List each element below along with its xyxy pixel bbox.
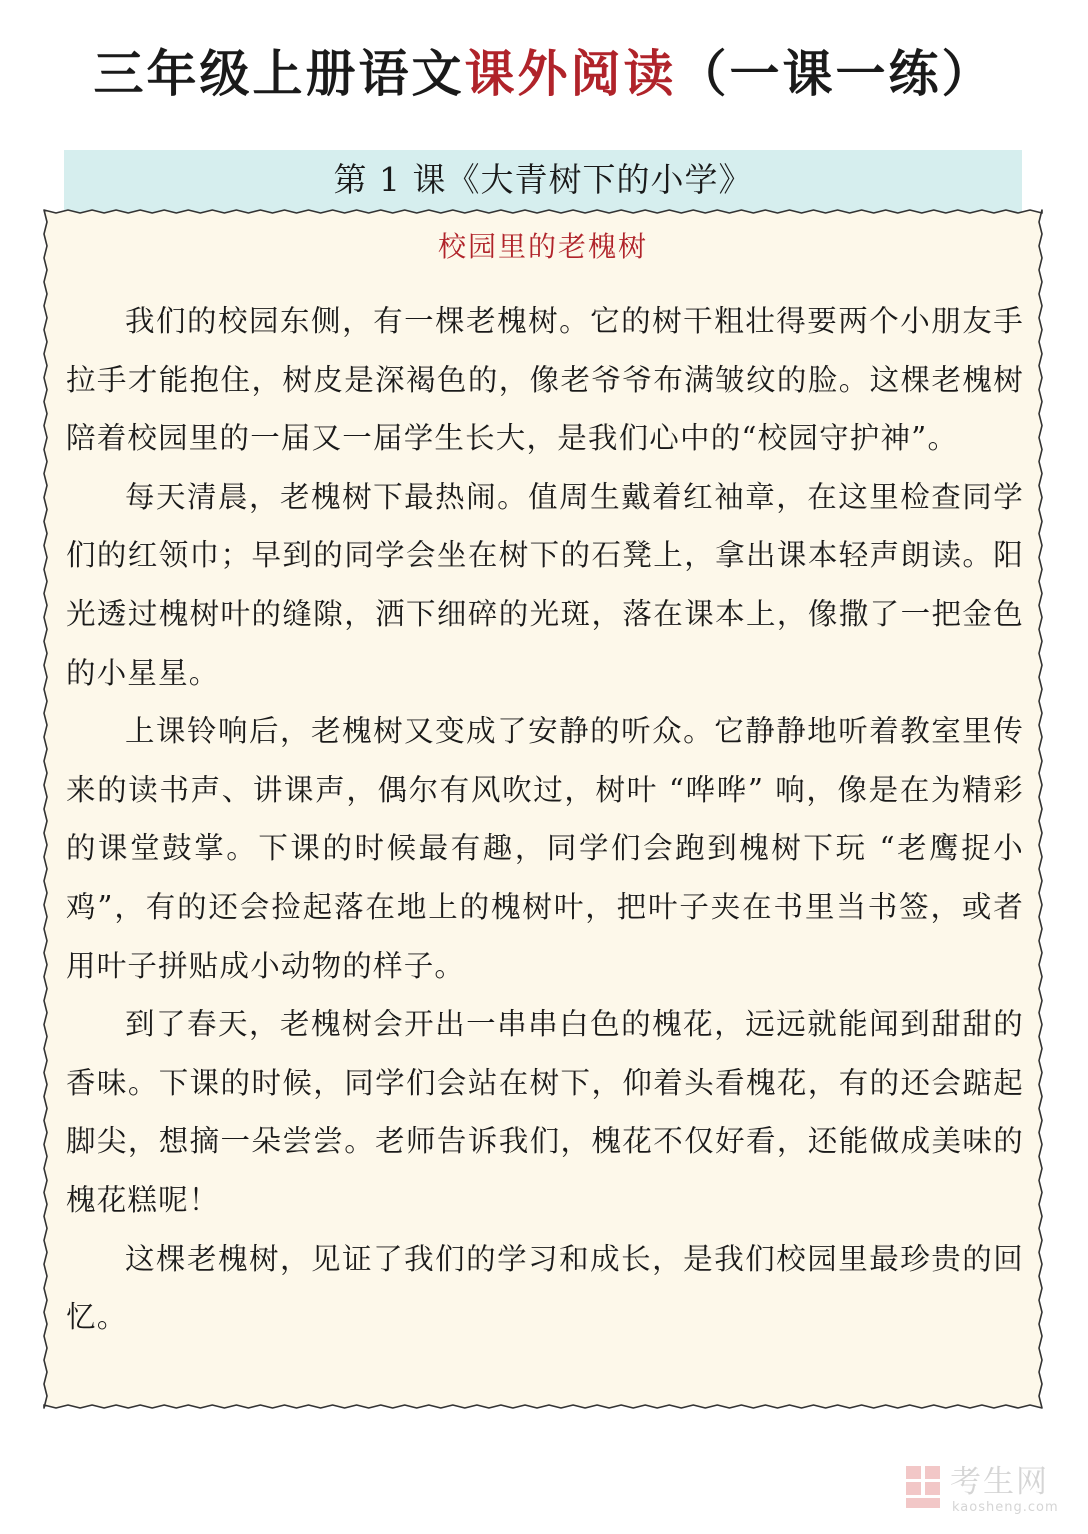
page-title-part2: （一课一练） [676,44,995,103]
watermark-subtext: kaosheng.com [952,1500,1059,1515]
passage-title: 校园里的老槐树 [437,230,648,263]
page-title-accent: 课外阅读 [464,44,677,103]
passage-body [66,292,1024,1347]
paragraph: 到了春天，老槐树会开出一串串白色的槐花，远远就能闻到甜甜的香味。下课的时候，同学们会站在树下，仰着头看槐花，有的还会踮起脚尖，想摘一朵尝尝。老师告诉我们，槐花不仅好看，还能做成美味的槐花糕呢！ [66,1007,1024,1217]
page-title-part1: 三年级上册语文 [93,44,465,103]
paragraph: 每天清晨，老槐树下最热闹。值周生戴着红袖章，在这里检查同学们的红领巾；早到的同学会坐在树下的石凳上，拿出课本轻声朗读。阳光透过槐树叶的缝隙，洒下细碎的光斑，落在课本上，像撒了一把金色的小星星。 [66,479,1024,690]
watermark-text: 考生网 [950,1464,1049,1500]
watermark [904,1462,1074,1522]
paragraph: 这棵老槐树，见证了我们的学习和成长，是我们校园里最珍贵的回忆。 [66,1241,1024,1335]
lesson-banner [64,150,1022,212]
paragraph: 上课铃响后，老槐树又变成了安静的听众。它静静地听着教室里传来的读书声、讲课声，偶尔有风吹过，树叶 “哗哗” 响，像是在为精彩的课堂鼓掌。下课的时候最有趣，同学们会跑到槐树下玩 “老鹰捉小鸡”，有的还会捡起落在地上的槐树叶，把叶子夹在书里当书签，或者用叶子拼贴成小动物的样子。 [66,714,1024,983]
page-title [0,42,1088,106]
watermark-logo-icon [904,1464,944,1510]
paragraph: 我们的校园东侧，有一棵老槐树。它的树干粗壮得要两个小朋友手拉手才能抱住，树皮是深褐色的，像老爷爷布满皱纹的脸。这棵老槐树陪着校园里的一届又一届学生长大，是我们心中的“校园守护神”。 [66,304,1024,456]
lesson-label: 第 1 课《大青树下的小学》 [333,160,753,199]
